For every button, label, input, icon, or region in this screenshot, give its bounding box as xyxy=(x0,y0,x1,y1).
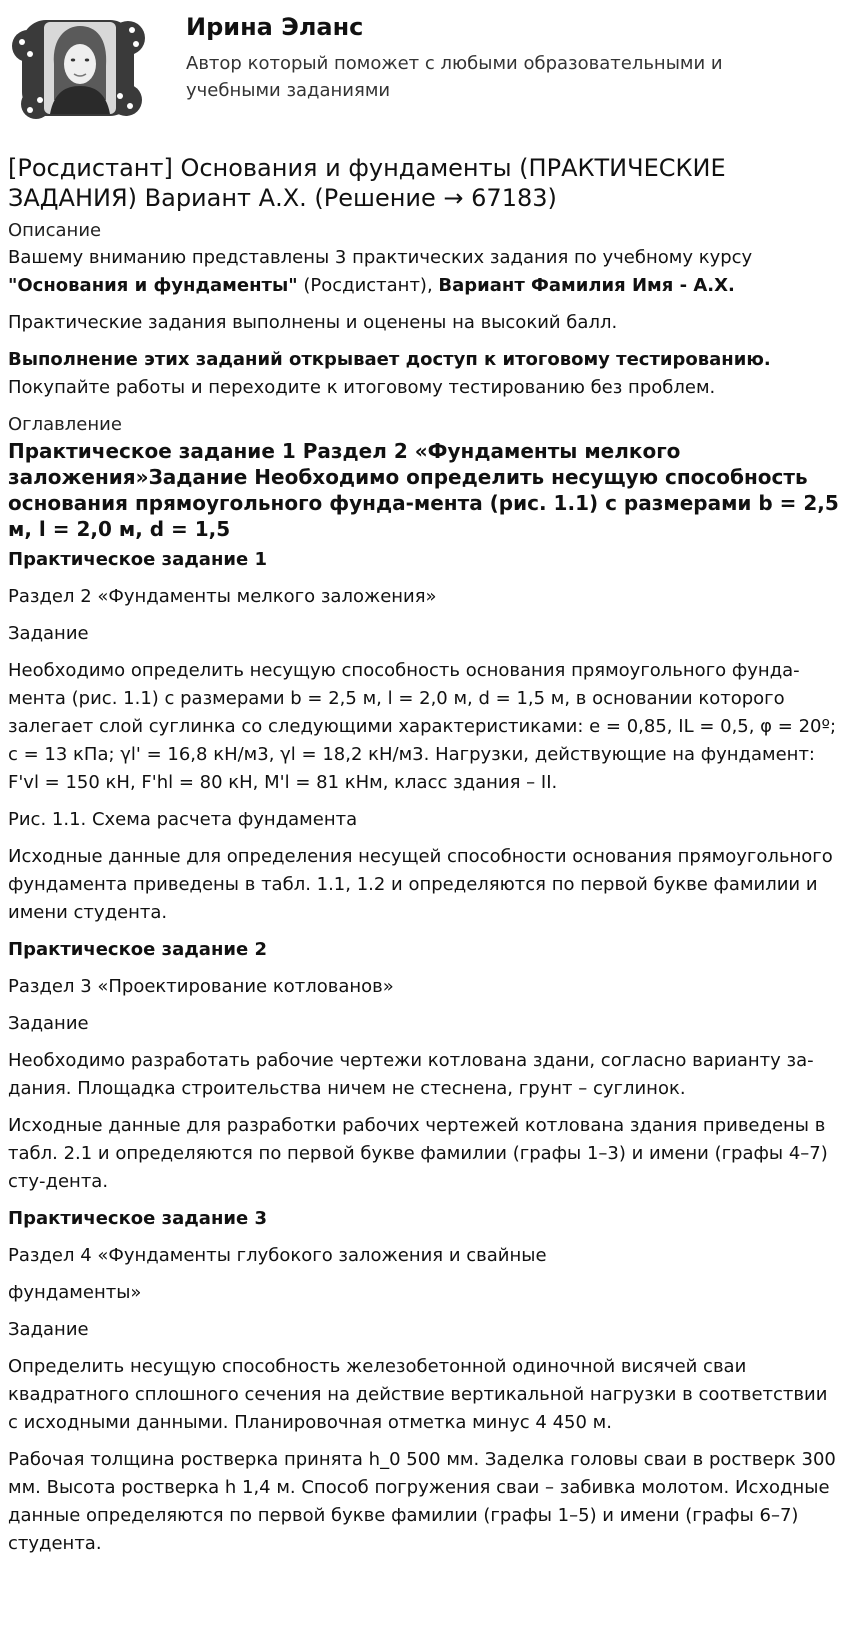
description-label: Описание xyxy=(8,220,102,241)
task2-section: Раздел 3 «Проектирование котлованов» xyxy=(8,976,394,997)
graded-text: Практические задания выполнены и оценены на высокий балл. xyxy=(8,312,618,333)
variant-name: Вариант Фамилия Имя - А.Х. xyxy=(438,275,735,296)
intro-line: Вашему вниманию представлены 3 практических задания по учебному курсу xyxy=(8,247,753,268)
task1-figure-caption: Рис. 1.1. Схема расчета фундамента xyxy=(8,809,358,830)
author-name[interactable]: Ирина Эланс xyxy=(186,13,364,41)
intro-text xyxy=(8,244,839,300)
access-notice: Выполнение этих заданий открывает доступ к итоговому тестированию. xyxy=(8,349,771,370)
task1-source: Исходные данные для определения несущей способности основания прямоугольного фундамента приведены в табл. 1.1, 1.2 и определяются по первой букве фамилии и имени студента. xyxy=(8,846,833,923)
page-title: [Росдистант] Основания и фундаменты (ПРАКТИЧЕСКИЕ ЗАДАНИЯ) Вариант А.Х. (Решение → 67183) xyxy=(8,154,726,212)
task2-title: Практическое задание 2 xyxy=(8,939,267,960)
avatar-image xyxy=(8,8,148,126)
task1-text: Необходимо определить несущую способность основания прямоугольного фунда-мента (рис. 1.1) с размерами b = 2,5 м, l = 2,0 м, d = 1,5 м, в основании которого залегает слой суглинка со следующими характеристиками: e = 0,85, IL = 0,5, φ = 20º; c = 13 кПа; γl' = 16,8 кН/м3, γl = 18,2 кН/м3. Нагрузки, действующие на фундамент: F'vl = 150 кН, F'hl = 80 кН, M'l = 81 кНм, класс здания – II. xyxy=(8,660,837,793)
task3-section-line1: Раздел 4 «Фундаменты глубокого заложения и свайные xyxy=(8,1245,547,1266)
buy-notice: Покупайте работы и переходите к итоговому тестированию без проблем. xyxy=(8,377,716,398)
task2-text: Необходимо разработать рабочие чертежи котлована здани, согласно варианту за-дания. Площадка строительства ничем не стеснена, грунт – суглинок. xyxy=(8,1050,814,1099)
task3-title: Практическое задание 3 xyxy=(8,1208,267,1229)
task3-details: Рабочая толщина ростверка принята h_0 500 мм. Заделка головы сваи в ростверк 300 мм. Высота ростверка h 1,4 м. Способ погружения сваи – забивка молотом. Исходные данные определяются по первой букве фамилии (графы 1–5) и имени (графы 6–7) студента. xyxy=(8,1449,836,1554)
avatar[interactable] xyxy=(8,8,158,128)
toc-label: Оглавление xyxy=(8,414,122,435)
task2-label: Задание xyxy=(8,1013,89,1034)
task3-text: Определить несущую способность железобетонной одиночной висячей сваи квадратного сплошного сечения на действие вертикальной нагрузки в соответствии с исходными данными. Планировочная отметка минус 4 450 м. xyxy=(8,1356,828,1433)
author-card xyxy=(8,0,839,138)
course-name: "Основания и фундаменты" xyxy=(8,275,298,296)
course-provider: (Росдистант), xyxy=(297,275,439,296)
task3-label: Задание xyxy=(8,1319,89,1340)
task3-section-line2: фундаменты» xyxy=(8,1282,142,1303)
access-text xyxy=(8,346,839,402)
author-description: Автор который поможет с любыми образовательными и учебными заданиями xyxy=(186,53,723,101)
task1-section: Раздел 2 «Фундаменты мелкого заложения» xyxy=(8,586,437,607)
toc-heading[interactable]: Практическое задание 1 Раздел 2 «Фундаменты мелкого заложения»Задание Необходимо определить несущую способность основания прямоугольного фунда-мента (рис. 1.1) с размерами b = 2,5 м, l = 2,0 м, d = 1,5 xyxy=(8,439,839,541)
task2-source: Исходные данные для разработки рабочих чертежей котлована здания приведены в табл. 2.1 и определяются по первой букве фамилии (графы 1–3) и имени (графы 4–7) сту-дента. xyxy=(8,1115,828,1192)
task1-title: Практическое задание 1 xyxy=(8,549,267,570)
task1-label: Задание xyxy=(8,623,89,644)
